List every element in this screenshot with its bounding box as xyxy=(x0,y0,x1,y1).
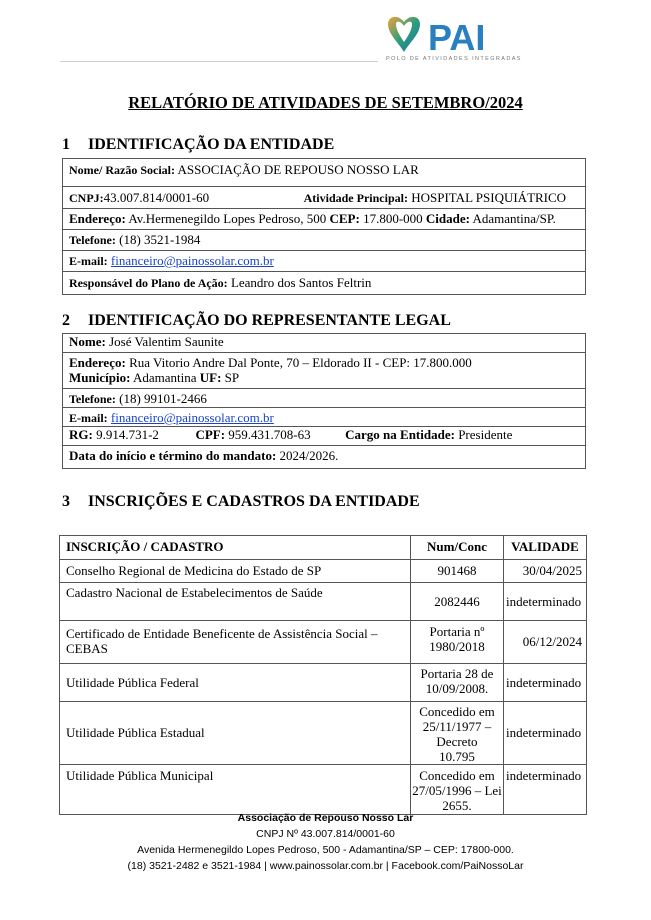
section-1-heading: 1 IDENTIFICAÇÃO DA ENTIDADE xyxy=(62,136,335,153)
col-header-validade: VALIDADE xyxy=(504,536,587,560)
table-row: Conselho Regional de Medicina do Estado de SP 901468 30/04/2025 xyxy=(60,560,587,583)
brand-tagline: POLO DE ATIVIDADES INTEGRADAS xyxy=(386,56,522,62)
footer-cnpj: CNPJ Nº 43.007.814/0001-60 xyxy=(256,828,395,840)
footer-org: Associação de Repouso Nosso Lar xyxy=(237,812,414,824)
registrations-table xyxy=(59,535,587,815)
col-header-cadastro: INSCRIÇÃO / CADASTRO xyxy=(60,536,411,560)
document-title: RELATÓRIO DE ATIVIDADES DE SETEMBRO/2024 xyxy=(128,93,523,112)
section-3-heading: 3 INSCRIÇÕES E CADASTROS DA ENTIDADE xyxy=(62,493,420,510)
table-row: Certificado de Entidade Beneficente de Assistência Social – CEBAS Portaria nº 1980/2018 06/12/2024 xyxy=(60,621,587,664)
entity-email-link[interactable]: financeiro@painossolar.com.br xyxy=(110,253,274,268)
table-row: Cadastro Nacional de Estabelecimentos de Saúde 2082446 indeterminado xyxy=(60,583,587,621)
legal-representative-table: Nome: José Valentim Saunite Endereço: Rua Vitorio Andre Dal Ponte, 70 – Eldorado II - CEP: 17.800.000 Município: Adamantina UF: SP Telefone: (18) 99101-2466 E-mail: financeiro@painossolar.com.br RG: 9.914.731-2 CPF: 959.431.708-63 Cargo na Entidade: Presidente Data do início e término do mandato: 2024/2026. xyxy=(62,333,586,469)
footer xyxy=(0,810,651,874)
footer-contact: (18) 3521-2482 e 3521-1984 | www.painossolar.com.br | Facebook.com/PaiNossoLar xyxy=(127,860,524,872)
brand-name: PAI xyxy=(428,17,486,58)
section-2-heading: 2 IDENTIFICAÇÃO DO REPRESENTANTE LEGAL xyxy=(62,312,451,329)
header-divider xyxy=(60,61,378,62)
table-row: Utilidade Pública Federal Portaria 28 de 10/09/2008. indeterminado xyxy=(60,664,587,702)
col-header-num: Num/Conc xyxy=(411,536,504,560)
table-row: Utilidade Pública Estadual Concedido em 25/11/1977 – Decreto 10.795 indeterminado xyxy=(60,702,587,765)
table-row: Utilidade Pública Municipal Concedido em 27/05/1996 – Lei 2655. indeterminado xyxy=(60,765,587,815)
footer-address: Avenida Hermenegildo Lopes Pedroso, 500 - Adamantina/SP – CEP: 17800-000. xyxy=(137,844,514,856)
representative-email-link[interactable]: financeiro@painossolar.com.br xyxy=(110,410,274,425)
entity-identification-table: Nome/ Razão Social: ASSOCIAÇÃO DE REPOUSO NOSSO LAR CNPJ:43.007.814/0001-60 Atividade Principal: HOSPITAL PSIQUIÁTRICO Endereço: Av.Hermenegildo Lopes Pedroso, 500 CEP: 17.800-000 Cidade: Adamantina/SP. Telefone: (18) 3521-1984 E-mail: financeiro@painossolar.com.br Responsável do Plano de Ação: Leandro dos Santos Feltrin xyxy=(62,158,586,295)
